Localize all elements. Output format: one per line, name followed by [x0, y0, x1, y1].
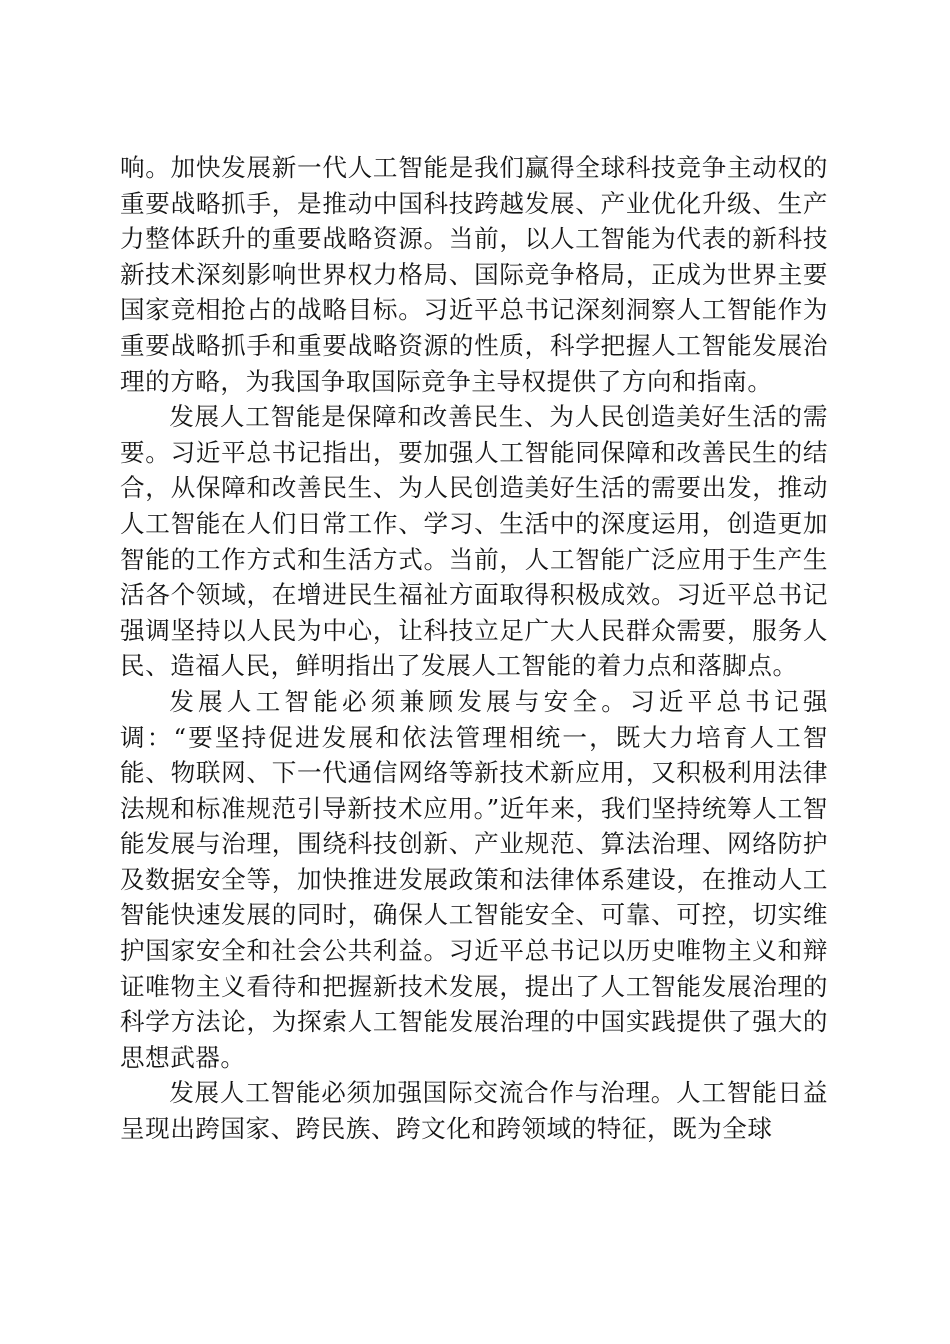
paragraph-2: 发展人工智能是保障和改善民生、为人民创造美好生活的需要。习近平总书记指出，要加强人工智能同保障和改善民生的结合，从保障和改善民生、为人民创造美好生活的需要出发，推动人工智能在人们日常工作、学习、生活中的深度运用，创造更加智能的工作方式和生活方式。当前，人工智能广泛应用于生产生活各个领域，在增进民生福祉方面取得积极成效。习近平总书记强调坚持以人民为中心，让科技立足广大人民群众需要，服务人民、造福人民，鲜明指出了发展人工智能的着力点和落脚点。 — [120, 402, 828, 681]
paragraph-1: 响。加快发展新一代人工智能是我们赢得全球科技竞争主动权的重要战略抓手，是推动中国科技跨越发展、产业优化升级、生产力整体跃升的重要战略资源。当前，以人工智能为代表的新科技新技术深刻影响世界权力格局、国际竞争格局，正成为世界主要国家竞相抢占的战略目标。习近平总书记深刻洞察人工智能作为重要战略抓手和重要战略资源的性质，科学把握人工智能发展治理的方略，为我国争取国际竞争主导权提供了方向和指南。 — [120, 153, 828, 396]
paragraph-4: 发展人工智能必须加强国际交流合作与治理。人工智能日益呈现出跨国家、跨民族、跨文化和跨领域的特征，既为全球 — [120, 1078, 828, 1144]
document-page — [120, 150, 828, 1147]
paragraph-3: 发展人工智能必须兼顾发展与安全。习近平总书记强调：“要坚持促进发展和依法管理相统一，既大力培育人工智能、物联网、下一代通信网络等新技术新应用，又积极利用法律法规和标准规范引导新技术应用。”近年来，我们坚持统筹人工智能发展与治理，围绕科技创新、产业规范、算法治理、网络防护及数据安全等，加快推进发展政策和法律体系建设，在推动人工智能快速发展的同时，确保人工智能安全、可靠、可控，切实维护国家安全和社会公共利益。习近平总书记以历史唯物主义和辩证唯物主义看待和把握新技术发展，提出了人工智能发展治理的科学方法论，为探索人工智能发展治理的中国实践提供了强大的思想武器。 — [120, 686, 828, 1072]
